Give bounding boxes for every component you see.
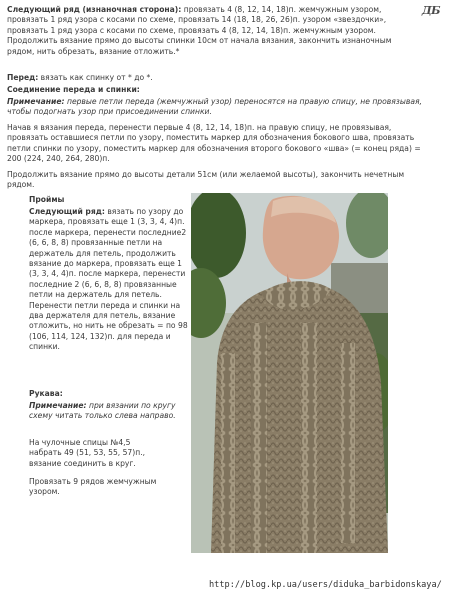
- sleeve-note: [29, 401, 189, 422]
- join-note-label: Примечание:: [7, 97, 65, 106]
- intro-label: Следующий ряд (изнаночная сторона):: [7, 5, 182, 14]
- sleeve-text-2: Провязать 9 рядов жемчужным узором.: [29, 477, 157, 497]
- front-text: вязать как спинку от * до *.: [38, 73, 153, 82]
- join-note-text: первые петли переда (жемчужный узор) переносятся на правую спицу, не провязывая, чтобы подогнать узор при присоединении спинки.: [7, 97, 422, 117]
- sleeve-text-1: На чулочные спицы №4,5 набрать 49 (51, 53, 55, 57)п., вязание соединить в круг.: [29, 438, 146, 468]
- armholes-heading: Проймы: [29, 195, 65, 204]
- intro-text: провязать 4 (8, 12, 14, 18)п. жемчужным узором, провязать 1 ряд узора с косами по схеме, провязать 14 (18, 18, 26, 26)п. узором «звездочки», провязать 1 ряд узора с косами по схеме, провязать 4 (8, 12, 14, 18)п. жемчужным узором. Продолжить вязание прямо до высоты спинки 10см от начала вязания, закончить изнаночным рядом, нить обрезать, вязание отложить.*: [7, 5, 392, 56]
- sweater-photo: [191, 193, 388, 553]
- footer-url[interactable]: http://blog.kp.ua/users/diduka_barbidonskaya/: [209, 580, 442, 590]
- join-heading: Соединение переда и спинки:: [7, 85, 140, 94]
- armholes-paragraph: [29, 207, 189, 353]
- author-logo: ДБ: [421, 4, 440, 17]
- armholes-label: Следующий ряд:: [29, 207, 105, 216]
- join-text-2: Продолжить вязание прямо до высоты детали 51см (или желаемой высоты), закончить нечетным рядом.: [7, 170, 405, 190]
- sleeve-heading: Рукава:: [29, 389, 63, 398]
- join-note: [7, 97, 427, 118]
- front-label: Перед:: [7, 73, 39, 82]
- intro-paragraph: [7, 5, 412, 57]
- armholes-text: вязать по узору до маркера, провязать еще 1 (3, 3, 4, 4)п. после маркера, перенести последние2 (6, 6, 8, 8) провязанные петли на держатель для петель, продолжить вязание до маркера, провязать еще 1 (3, 3, 4, 4)п. после маркера, перенести последние 2 (6, 6, 8, 8) провязанные петли на держатель для петель. Перенести петли переда и спинки на два держателя для петель, вязание отложить, но нить не обрезать = по 98 (106, 114, 124, 132)п. для переда и спинки.: [29, 207, 188, 352]
- sleeve-note-label: Примечание:: [29, 401, 87, 410]
- sleeve-note-text: при вязании по кругу схему читать только слева направо.: [29, 401, 176, 421]
- sweater-photo-svg: [191, 193, 388, 553]
- join-text-1: Начав я вязания переда, перенести первые 4 (8, 12, 14, 18)п. на правую спицу, не провязывая, провязать оставшиеся петли по узору, поместить маркер для обозначения бокового шва, провязать петли спинки по узору, поместить маркер для обозначения второго бокового «шва» (= конец ряда) = 200 (224, 240, 264, 280)п.: [7, 123, 421, 164]
- front-paragraph: [7, 73, 427, 83]
